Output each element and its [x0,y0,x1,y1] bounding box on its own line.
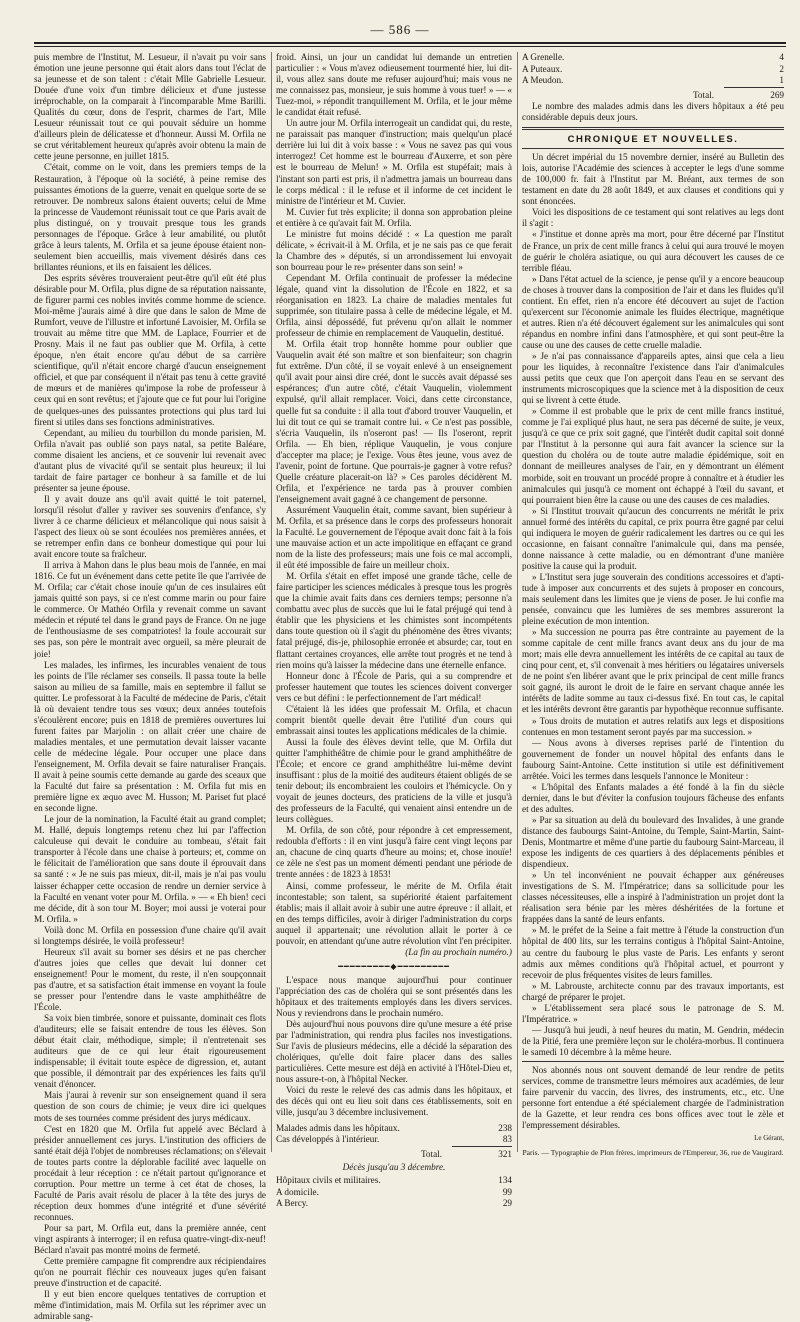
paragraph: » L'Institut sera juge souverain des conditions accessoires et d'apti-tude à imposer aux concurrents et des sujets à proposer en concours, mais seulement dans les limites que je viens de poser. Je lui confie ma pensée, convaincu que les lumières de ses membres assureront la pleine exécution de mon intention. [522,571,784,627]
paragraph: « L'hôpital des Enfants malades a été fondé à la fin du siècle dernier, dans le but d'éviter la confusion toujours fâcheuse des enfants et des adultes. [522,781,784,814]
deaths-table-continued [522,52,784,101]
paragraph: » Tous droits de mutation et autres relatifs aux legs et dispositions contenues en mon testament seront payés par ma succession. » [522,715,784,737]
table-cell-label: Cas développés à l'intérieur. [276,1134,380,1144]
table-cell-value: 238 [498,1122,512,1133]
table-row [522,75,784,87]
table-cell-value: 1 [779,75,784,85]
paragraph: » Je n'ai pas connaissance d'appareils aptes, ainsi que cela a lieu pour les liquides, à reconnaître l'existence dans l'air d'animalcules aussi petits que ceux que l'on aperçoit dans l'eau en se servant des instruments microscopiques que la science met à la disposition de ceux qui se livrent à cette étude. [522,350,784,406]
paragraph: » M. le préfet de la Seine a fait mettre à l'étude la construction d'un hôpital de 400 lits, sur les terrains contigus à l'hôpital Saint-Antoine, au centre du faubourg le plus vaste de Paris. Les enfants y seront admis aux mêmes conditions qu'à l'hôpital actuel, et pourront y recevoir de plus fréquentes visites de leurs familles. [522,925,784,980]
paragraph: » M. Labrouste, architecte connu par des travaux importants, est chargé de préparer le projet. [522,980,784,1002]
section-rule [522,1061,784,1062]
table-row [276,1134,512,1146]
table-row [276,1187,512,1199]
admissions-table [276,1123,512,1161]
column-2 [276,52,512,1209]
paragraph: M. Cuvier fut très explicite; il donna son approbation pleine et entière à ce qu'avait fait M. Orfila. [276,206,512,228]
table-cell-value: 99 [502,1186,512,1197]
paragraph: » Dans l'état actuel de la science, je pense qu'il y a encore beaucoup de choses à trouver dans la composition de l'air et dans les fluides qu'il contient. En effet, rien n'a encore été découvert au sujet de l'action qu'exercent sur l'économie animale les fluides électrique, magnétique et autres. Rien n'a été découvert également sur les animalcules qui sont répandus en nombre infini dans l'atmosphère, et qui sont peut-être la cause ou une des causes de cette cruelle maladie. [522,273,784,350]
column-3 [522,52,784,1158]
paragraph: Le jour de la nomination, la Faculté était au grand complet; M. Hallé, depuis longtemps retenu chez lui par l'affection calculeuse qui devait le conduire au tombeau, s'était fait transporter à l'école dans une chaise à porteurs; et, comme on le félicitait de l'amélioration que sans doute il éprouvait dans sa santé : « Je ne suis pas mieux, dit-il, mais je n'ai pas voulu laisser échapper cette occasion de rendre un dernier service à la Faculté en venant voter pour M. Orfila. » — « Eh bien! ceci me décide, dit à son tour M. Boyer; moi aussi je voterai pour M. Orfila. » [34,814,266,924]
section-rule [522,148,784,149]
paragraph: » Ma succession ne pourra pas être contrainte au payement de la somme capitale de cent mille francs avant deux ans du jour de ma mort; mais elle devra annuellement les intérêts de ce capital au taux de cinq pour cent, et, s'il convenait à mes héritiers ou légataires universels de ne point s'en libérer avant que le prix principal de cent mille francs soit gagné, ils auront le droit de le faire en servant chaque année les intérêts de ladite somme au taux ci-dessus fixé. En tout cas, le capital et les intérêts devront être garantis par hypothèque reconnue suffisante. [522,627,784,715]
paragraph: Nos abonnés nous ont souvent demandé de leur rendre de petits services, comme de transmettre leurs mémoires aux académies, de leur faire parvenir du vaccin, des livres, des instruments, etc., etc. Une personne fort entendue a été spécialement chargée de l'administration de la Gazette, et leur rendra ces bons offices avec tout le zèle et l'empressement désirables. [522,1064,784,1131]
table-cell-label: Hôpitaux civils et militaires. [276,1175,381,1186]
paragraph: Voici du reste le relevé des cas admis dans les hôpitaux, et des décès qui ont eu lieu soit dans ces établissements, soit en ville, jusqu'au 3 décembre inclusivement. [276,1085,512,1118]
table-cell-label: A domicile. [276,1186,319,1197]
paragraph: L'espace nous manque aujourd'hui pour continuer l'appréciation des cas de choléra qui se sont présentés dans les hôpitaux et des traitements employés dans les divers services. Nous y reviendrons dans le prochain numéro. [276,974,512,1019]
paragraph: Il y avait douze ans qu'il avait quitté le toit paternel, lorsqu'il résolut d'aller y raviver ses souvenirs d'enfance, s'y livrer à ce charme délicieux et mélancolique qui nous saisit à l'aspect des lieux où se sont écoulées nos premières années, et se retremper enfin dans ce bonheur domestique qui pour lui avait encore toute sa fraîcheur. [34,493,266,560]
paragraph: » Si l'Institut trouvait qu'aucun des concurrents ne méritât le prix annuel formé des intérêts du capital, ce prix pourra être gagné par celui qui indiquera le moyen de guérir radicalement les dartres ou ce qui les occasionne, en faisant connaître l'animalcule qui, dans ma pensée, donne naissance à cette maladie, ou en démontrant d'une manière positive la cause qui la produit. [522,505,784,571]
table-total-row [276,1147,512,1161]
paragraph: » Comme il est probable que le prix de cent mille francs institué, comme je l'ai expliqué plus haut, ne sera pas décerné de suite, je veux, jusqu'à ce que ce prix soit gagné, que l'intérêt dudit capital soit donné par l'Institut à la personne qui aura fait avancer la science sur la question du choléra ou de toute autre maladie épidémique, soit en donnant de meilleures analyses de l'air, en y démontrant un élément morbide, soit en trouvant un procédé propre à connaître et à étudier les animalcules qui jusqu'à ce moment ont échappé à l'œil du savant, et qui pourraient bien être la cause ou une des causes de ces maladies. [522,406,784,505]
section-heading: CHRONIQUE ET NOUVELLES. [567,134,739,146]
paragraph: Il y eut bien encore quelques tentatives de corruption et même d'intimidation, mais M. Orfila sut les réprimer avec un admirable sang- [34,1289,266,1322]
paragraph: Voilà donc M. Orfila en possession d'une chaire qu'il avait si longtemps désirée, le voilà professeur! [34,924,266,946]
paragraph: Aussi la foule des élèves devint telle, que M. Orfila dut quitter l'amphithéâtre de chimie pour le grand amphithéâtre de l'École; et encore ce grand amphithéâtre lui-même devint insuffisant : plus de la moitié des auditeurs étaient obligés de se tenir debout; ils encombraient les couloirs et l'hémicycle. On y voyait de jeunes docteurs, des praticiens de la ville et jusqu'à des professeurs de la Faculté, qui venaient ainsi entendre un de leurs collègues. [276,736,512,825]
header-rule-thin [34,46,786,47]
paragraph: Un autre jour M. Orfila interrogeait un candidat qui, du reste, ne paraissait pas manquer d'instruction; mais quelqu'un placé derrière lui lui dit à voix basse : « Vous ne savez pas qui vous interrogez! Cet homme est le bourreau d'Auxerre, et son père est le bourreau de Melun! » M. Orfila est stupéfait; mais à l'instant son parti est pris, il n'admettra jamais un bourreau dans le corps médical : il le refuse et il informe de cet incident le ministre de l'intérieur et M. Cuvier. [276,118,512,206]
total-value: 321 [498,1148,512,1159]
ornament-divider: ━━━━━━━━━◆━━━━━━━━━ [338,961,450,971]
table-total-row [522,88,784,102]
paragraph: froid. Ainsi, un jour un candidat lui demande un entretien particulier : « Vous m'avez odieusement tourmenté hier, lui dit-il, vous allez sans doute me refuser aujourd'hui; mais vous ne me connaissez pas, monsieur, je suis homme à vous tuer! » — « Tuez-moi, » répondit tranquillement M. Orfila, et le jour même le candidat était refusé. [276,52,512,118]
table-cell-value: 83 [502,1134,512,1144]
paragraph: C'étaient là les idées que professait M. Orfila, et chacun comprit bientôt quelle devait être l'utilité d'un cours qui embrassait ainsi toutes les applications médicales de la chimie. [276,703,512,736]
paragraph: Un décret impérial du 15 novembre dernier, inséré au Bulletin des lois, autorise l'Académie des sciences à accepter le legs d'une somme de 100,000 fr. fait à l'Institut par M. Bréant, aux termes de son testament en date du 28 août 1849, et aux clauses et conditions qui y sont énoncées. [522,152,784,207]
table-row [522,52,784,64]
header-rule [34,42,786,44]
paragraph: » Par sa situation au delà du boulevard des Invalides, à une grande distance des faubourgs Saint-Antoine, du Temple, Saint-Martin, Saint-Denis, Montmartre et même d'une partie du faubourg Saint-Marceau, il expose les indigents de ces quartiers à des déplacements pénibles et dispendieux. [522,814,784,870]
table-row [276,1198,512,1210]
paragraph: » Un tel inconvénient ne pouvait échapper aux généreuses investigations de S. M. l'Impératrice; dans sa sollicitude pour les classes nécessiteuses, elle a inspiré à l'administration un projet dont la réalisation sera bénie par les mères déshéritées de la fortune et frappées dans la santé de leurs enfants. [522,870,784,925]
paragraph: Voici les dispositions de ce testament qui sont relatives au legs dont il s'agit : [522,207,784,229]
paragraph: Assurément Vauquelin était, comme savant, bien supérieur à M. Orfila, et sa présence dans le corps des professeurs honorait la Faculté. Le gouvernement de l'époque avait donc fait à la fois une mauvaise action et un acte impolitique en effaçant ce grand nom de la liste des professeurs; mais une fois ce mal accompli, il eût été impossible de faire un meilleur choix. [276,504,512,571]
table-cell-value: 2 [779,63,784,74]
table-cell-label: A Grenelle. [522,52,565,62]
column-separator [517,52,518,1152]
article-signoff: (La fin au prochain numéro.) [405,946,512,957]
paragraph: Il arriva à Mahon dans le plus beau mois de l'année, en mai 1816. Ce fut un événement dans cette petite île que l'arrivée de M. Orfila; car c'était chose inouïe qu'un de ces insulaires eût jamais quitté son pays, si ce n'est comme marin ou pour faire le commerce. Or Mathéo Orfila y revenait comme un savant médecin et réputé tel dans le grand pays de France. On ne juge de l'enthousiasme de ses compatriotes! la foule accourait sur ses pas, son père le montrait avec orgueil, sa mère pleurait de joie! [34,560,266,659]
total-value: 269 [770,89,784,100]
total-label: Total. [692,89,714,100]
paragraph: » L'établissement sera placé sous le patronage de S. M. l'Impératrice. » [522,1002,784,1024]
deces-heading: Décès jusqu'au 3 décembre. [342,1162,446,1172]
paragraph: — Jusqu'à hui jeudi, à neuf heures du matin, M. Gendrin, médecin de la Pitié, fera une première leçon sur le choléra-morbus. Il continuera le samedi 10 décembre à la même heure. [522,1024,784,1057]
paragraph: Sa voix bien timbrée, sonore et puissante, dominait ces flots d'auditeurs; elle se faisait entendre de tous les élèves. Son début était clair, méthodique, simple; il n'entretenait ses auditeurs que de ce qui leur était rigoureusement indispensable; il évitait toute espèce de digression, et, autant que possible, il démontrait par des expériences les faits qu'il venait d'énoncer. [34,1013,266,1090]
paragraph: M. Orfila s'était en effet imposé une grande tâche, celle de faire participer les sciences médicales à presque tous les progrès que la chimie avait faits dans ces derniers temps; personne n'a combattu avec plus de succès que lui le fatal préjugé qui tend à établir que les physiciens et les chimistes sont incompétents dans toute question où il s'agit du phénomène des êtres vivants; fatal préjugé, dis-je, philosophie erronée et absurde; car, tout en flattant certaines croyances, elle arrête tout progrès et ne tend à rien moins qu'à laisser la médecine dans une éternelle enfance. [276,571,512,670]
table-row [522,64,784,76]
table-cell-value: 4 [779,52,784,62]
table-cell-value: 29 [502,1198,512,1209]
section-rule [522,127,784,130]
paragraph: Cependant, au milieu du tourbillon du monde parisien, M. Orfila n'avait pas oublié son pays natal, sa petite Baléare, comme disaient les anciens, et ce souvenir lui revenait avec d'autant plus de vivacité qu'il se sentait plus heureux; il lui tardait de faire partager ce bonheur à sa famille et de lui présenter sa jeune épouse. [34,427,266,493]
paragraph: Ainsi, comme professeur, le mérite de M. Orfila était incontestable; son talent, sa supériorité étaient parfaitement établis; mais il allait avoir à subir une autre épreuve : il allait, et en des temps difficiles, avoir à diriger l'administration du corps auquel il appartenait; une révolution allait le porter à ce pouvoir, en attendant qu'une autre révolution vînt l'en précipiter. [276,880,512,946]
column-1 [34,52,266,1322]
paragraph: Heureux s'il avait su borner ses désirs et ne pas chercher d'autres joies que celles que devait lui donner cet enseignement! Pour le moment, du reste, il n'en soupçonnait pas d'autre, et sa satisfaction était immense en voyant la foule se presser pour l'entendre dans le vaste amphithéâtre de l'École. [34,946,266,1013]
total-label: Total. [420,1148,442,1159]
paragraph: C'est en 1820 que M. Orfila fut appelé avec Béclard à présider annuellement ces jurys. L'institution des officiers de santé était déjà l'objet de nombreuses réclamations; on s'élevait de toutes parts contre la déplorable facilité avec laquelle on procédait à leur réception : ce n'était partout qu'ignorance et corruption. Pour mettre un terme à cet état de choses, la Faculté de Paris avait résolu de placer à la tête des jurys de réception deux hommes d'une intégrité et d'une sévérité reconnues. [34,1123,266,1222]
table-row [276,1123,512,1135]
paragraph: Des esprits sévères trouveraient peut-être qu'il eût été plus désirable pour M. Orfila, plus digne de sa réputation naissante, de figurer parmi ces nobles invités comme homme de science. Moi-même j'aurais aimé à dire que dans le salon de Mme de Rumfort, veuve de l'illustre et infortuné Lavoisier, M. Orfila se trouvait au même titre que MM. de Laplace, Fourrier et de Prosny. Mais il ne faut pas oublier que M. Orfila, à cette époque, n'en était encore qu'au début de sa carrière scientifique, qu'il n'était encore chargé d'aucun enseignement officiel, et que par conséquent il n'était pas tenu à cette gravité de mœurs et de manières qu'impose la robe de professeur à ceux qui en sont revêtus; et j'ajoute que ce fut pour lui l'origine de quelques-unes des puissantes protections qui plus tard lui firent si utiles dans ses fonctions administratives. [34,272,266,427]
paragraph: Mais j'aurai à revenir sur son enseignement quand il sera question de son cours de chimie; je veux dire ici quelques mots de ses tournées comme président des jurys médicaux. [34,1090,266,1123]
column-separator [271,52,272,1152]
table-cell-label: A Meudon. [522,75,564,85]
paragraph: Les malades, les infirmes, les incurables venaient de tous les points de l'île réclamer ses conseils. Il passa toute la belle saison au milieu de sa famille, mais en septembre il fallut se quitter. Le professorat à la Faculté de médecine de Paris, c'était là où devaient tendre tous ses vœux; deux années toutefois s'écoulèrent encore; puis en 1818 de premières ouvertures lui furent faites par Marjolin : on allait créer une chaire de maladies mentales, et une permutation devait laisser vacante celle de médecine légale. Pour occuper une place dans l'enseignement, M. Orfila devait se faire naturaliser Français. Il avait à peine soumis cette demande au garde des sceaux que la Faculté dut faire sa présentation : M. Orfila fut mis en première ligne ex æquo avec M. Husson; M. Pariset fut placé en seconde ligne. [34,659,266,814]
paragraph: C'était, comme on le voit, dans les premiers temps de la Restauration, à l'époque où la société, à peine remise des puissantes émotions de la guerre, venait en quelque sorte de se retrouver. De nombreux salons étaient ouverts; celui de Mme la princesse de Vaudemont réunissait tout ce que Paris avait de plus distingué, on y trouvait presque tous les grands personnages de l'époque. Grâce à leur amabilité, ou plutôt grâce à leurs talents, M. Orfila et sa jeune épouse étaient non-seulement bien accueillis, mais vivement désirés dans ces brillantes réunions, et ils en faisaient les délices. [34,162,266,272]
gerant-label: Le Gérant, [754,1134,784,1143]
printer-imprint: Paris. — Typographie de Plon frères, imprimeurs de l'Empereur, 36, rue de Vaugirard. [522,1148,784,1158]
page-number: — 586 — [370,22,430,37]
table-cell-label: A Bercy. [276,1198,309,1209]
paragraph: — Nous avons à diverses reprises parlé de l'intention du gouvernement de fonder un nouvel hôpital des enfants dans le faubourg Saint-Antoine. Cette institution si utile est définitivement arrêtée. Voici les termes dans lesquels l'annonce le Moniteur : [522,737,784,781]
table-row [276,1175,512,1187]
paragraph: Honneur donc à l'École de Paris, qui a su comprendre et professer hautement que toutes les sciences doivent converger vers ce but défini : le perfectionnement de l'art médical! [276,670,512,703]
paragraph: M. Orfila, de son côté, pour répondre à cet empressement, redoubla d'efforts : il en vint jusqu'à faire cent vingt leçons par an, chacune de cinq quarts d'heure au moins; et, chose inouïe! ce zèle ne s'est pas un moment démenti pendant une période de trente années : de 1823 à 1853! [276,825,512,880]
paragraph: « J'institue et donne après ma mort, pour être décerné par l'Institut de France, un prix de cent mille francs à celui qui aura trouvé le moyen de guérir le choléra asiatique, ou qui aura découvert les causes de ce terrible fléau. [522,229,784,273]
paragraph: Pour sa part, M. Orfila eut, dans la première année, cent vingt aspirants à interroger; il en refusa quatre-vingt-dix-neuf! Béclard n'avait pas montré moins de fermeté. [34,1222,266,1256]
deaths-table [276,1175,512,1210]
paragraph: Le nombre des malades admis dans les divers hôpitaux a été peu considérable depuis deux jours. [522,101,784,123]
paragraph: M. Orfila était trop honnête homme pour oublier que Vauquelin avait été son maître et son bienfaiteur; son chagrin fut extrême. D'un côté, il se voyait enlevé à un enseignement qu'il avait pour ainsi dire créé, dont le succès avait dépassé ses espérances; d'un autre côté, c'était Vauquelin, violemment expulsé, qu'il allait remplacer. Voici, dans cette circonstance, quelle fut sa conduite : il alla tout d'abord trouver Vauquelin, et lui dit tout ce qui se tramait contre lui. « Ce n'est pas possible, s'écria Vauquelin, ils n'oseront pas! — Ils l'oseront, reprit Orfila. — Eh bien, réplique Vauquelin, je vous conjure d'accepter ma place; je l'exige. Vous êtes jeune, vous avez de l'avenir, point de fortune. Que pourrais-je gagner à votre refus? Quelle créature placerait-on là? » Ces paroles décidèrent M. Orfila, et l'expérience ne tarda pas à prouver combien l'enseignement avait gagné à ce changement de personne. [276,339,512,504]
paragraph: Cependant M. Orfila continuait de professer la médecine légale, quand vint la dissolution de l'École en 1822, et sa réorganisation en 1823. La chaire de maladies mentales fut supprimée, son titulaire passa à celle de médecine légale, et M. Orfila, ainsi dépossédé, fut prévenu qu'on allait le nommer professeur de chimie en remplacement de Vauquelin, destitué. [276,272,512,339]
paragraph: Le ministre fut moins décidé : « La question me paraît délicate, » écrivait-il à M. Orfila, et je ne sais pas ce que ferait la Chambre des » députés, si un arrondissement lui envoyait son bourreau pour le re» présenter dans son sein! » [276,228,512,272]
paragraph: Dès aujourd'hui nous pouvons dire qu'une mesure a été prise par l'administration, qui rendra plus faciles nos investigations. Sur l'avis de plusieurs médecins, elle a décidé la séparation des cholériques, qu'elle doit faire placer dans des salles particulières. Cette mesure est déjà en activité à l'Hôtel-Dieu et, nous assure-t-on, à l'hôpital Necker. [276,1019,512,1085]
table-cell-value: 134 [498,1175,512,1186]
table-cell-label: Malades admis dans les hôpitaux. [276,1122,400,1133]
paragraph: puis membre de l'Institut, M. Lesueur, il n'avait pu voir sans émotion une jeune personne qui était alors dans tout l'éclat de sa jeunesse et de son talent : c'était Mlle Gabrielle Lesueur. Douée d'une voix d'un timbre délicieux et d'une justesse irréprochable, on la comparait à l'incomparable Mme Barilli. Qualités du cœur, dons de l'esprit, charmes de l'art, Mlle Lesueur réunissait tout ce qui pouvait séduire un homme d'ailleurs plein de délicatesse et d'honneur. Aussi M. Orfila ne se crut véritablement heureux qu'après avoir obtenu la main de cette jeune personne, en juillet 1815. [34,52,266,162]
table-cell-label: A Puteaux. [522,63,563,74]
paragraph: Cette première campagne fit comprendre aux récipiendaires qu'on ne pourrait fléchir ces nouveaux juges qu'en faisant preuve d'instruction et de capacité. [34,1256,266,1289]
